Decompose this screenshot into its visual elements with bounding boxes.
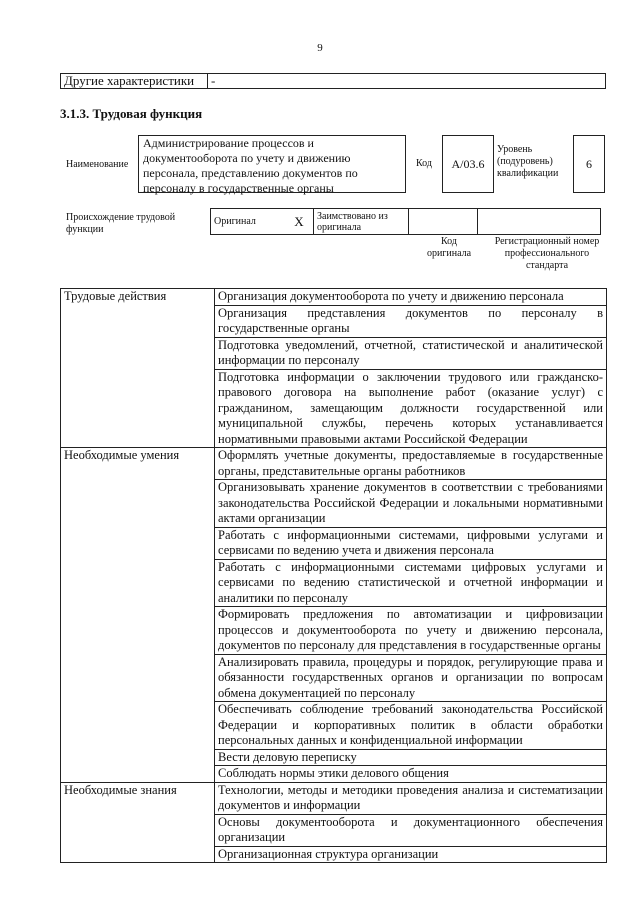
qualification-level: 6 — [573, 135, 605, 193]
table-row — [61, 782, 607, 814]
requirement-item: Технологии, методы и методики проведения анализа и систематизации документов и информации — [215, 782, 607, 814]
function-code: A/03.6 — [442, 135, 494, 193]
requirement-item: Работать с информационными системами цифровых услугами и сервисами по ведению статистической и отчетной информации и аналитики по персоналу — [215, 559, 607, 607]
category-label: Необходимые умения — [61, 448, 215, 783]
requirement-item: Организация представления документов по персоналу в государственные органы — [215, 305, 607, 337]
borrowed-label: Заимствовано из оригинала — [314, 209, 409, 235]
other-characteristics-value: - — [208, 74, 606, 89]
origin-label: Происхождение трудовой функции — [66, 212, 176, 235]
qualification-level-label: Уровень (подуровень) квалификации — [497, 144, 559, 179]
requirement-item: Организация документооборота по учету и движению персонала — [215, 289, 607, 306]
category-label: Трудовые действия — [61, 289, 215, 448]
table-row — [61, 448, 607, 480]
requirement-item: Обеспечивать соблюдение требований законодательства Российской Федерации и корпоративных политик в области обработки персональных данных и конфиденциальной информации — [215, 702, 607, 750]
origin-table — [210, 208, 601, 235]
original-mark: X — [285, 209, 314, 235]
function-name: Администрирование процессов и документооборота по учету и движению персонала, представлению документов по персоналу в государственные органы — [138, 135, 406, 193]
requirement-item: Подготовка информации о заключении трудового или гражданско-правового договора на выполнение работ (оказание услуг) с гражданином, замещающим должности государственной или муниципальной службы, перечень которых устанавливается нормативными правовыми актами Российской Федерации — [215, 369, 607, 448]
page-number: 9 — [317, 42, 323, 54]
requirement-item: Оформлять учетные документы, предоставляемые в государственные органы, представительные органы работников — [215, 448, 607, 480]
original-label: Оригинал — [211, 209, 286, 235]
requirement-item: Анализировать правила, процедуры и порядок, регулирующие права и обязанности государственных органов и организации по вопросам обмена документацией по персоналу — [215, 654, 607, 702]
requirement-item: Основы документооборота и документационного обеспечения организации — [215, 814, 607, 846]
function-details-table — [60, 288, 607, 863]
table-row — [61, 289, 607, 306]
requirement-item: Организовывать хранение документов в соответствии с требованиями законодательства Российской Федерации и локальными нормативными актами организации — [215, 480, 607, 528]
requirement-item: Организационная структура организации — [215, 846, 607, 863]
requirement-item: Вести деловую переписку — [215, 749, 607, 766]
code-label: Код — [416, 158, 432, 169]
requirement-item: Формировать предложения по автоматизации и цифровизации процессов и документооборота по учету и движению персонала, документов по персоналу для представления в государственные органы — [215, 607, 607, 655]
category-label: Необходимые знания — [61, 782, 215, 863]
code-origin-label: Код оригинала — [426, 236, 472, 259]
reg-number-label: Регистрационный номер профессионального стандарта — [494, 236, 600, 271]
code-origin-cell — [409, 209, 478, 235]
requirement-item: Подготовка уведомлений, отчетной, статистической и аналитической информации по персоналу — [215, 337, 607, 369]
other-characteristics-label: Другие характеристики — [61, 74, 208, 89]
name-label: Наименование — [66, 159, 129, 170]
reg-number-cell — [478, 209, 601, 235]
section-title: 3.1.3. Трудовая функция — [60, 106, 203, 121]
requirement-item: Соблюдать нормы этики делового общения — [215, 766, 607, 783]
requirement-item: Работать с информационными системами, цифровыми услугами и сервисами по ведению учета и движения персонала — [215, 527, 607, 559]
other-characteristics-table — [60, 73, 606, 89]
